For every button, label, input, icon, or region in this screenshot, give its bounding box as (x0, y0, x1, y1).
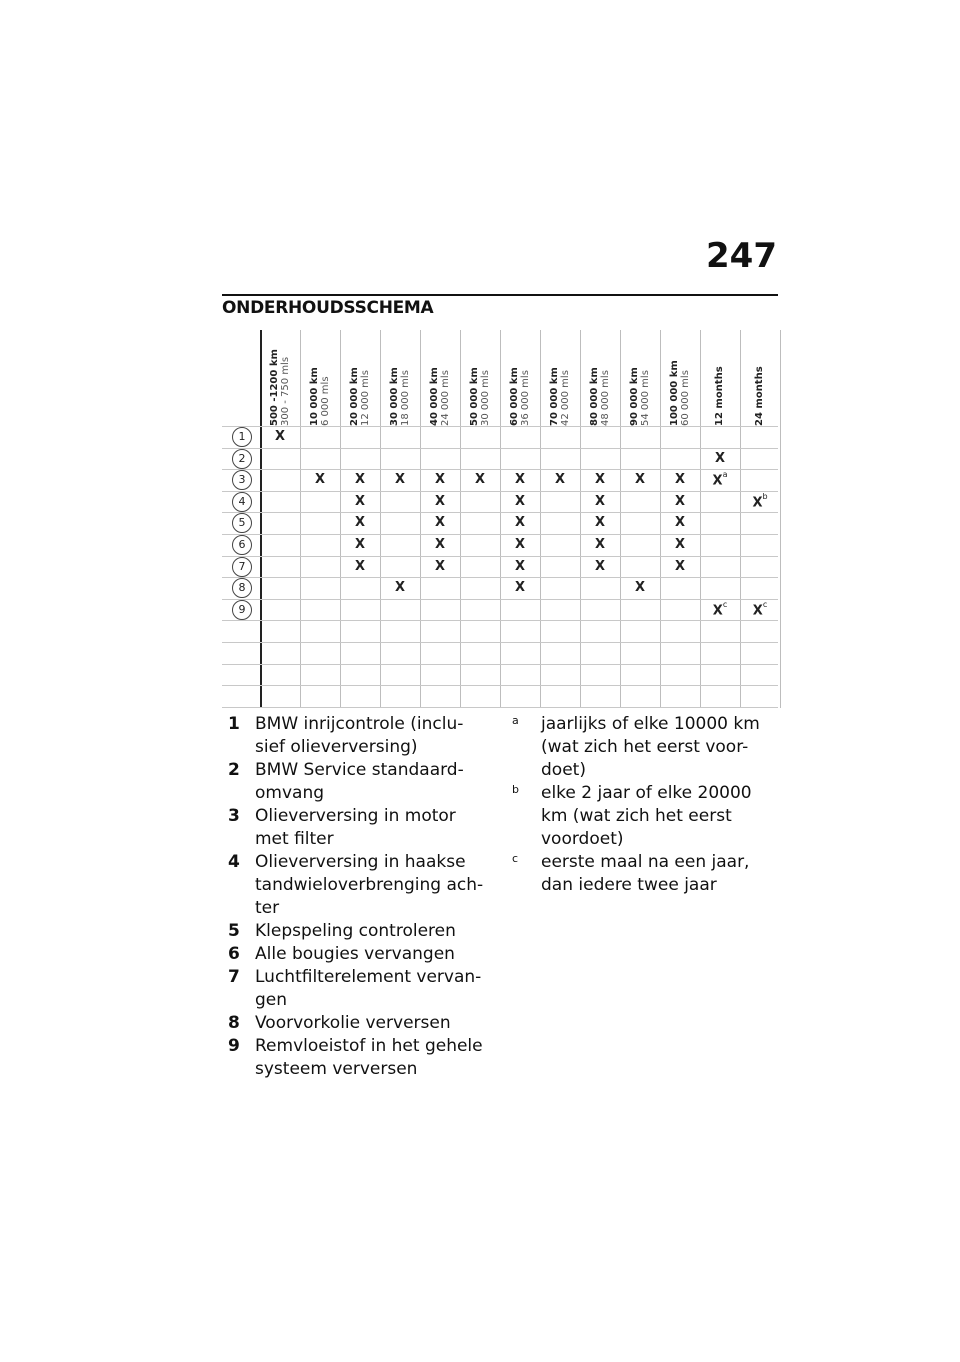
maintenance-mark: X (434, 515, 446, 531)
legend-item (228, 943, 488, 966)
maintenance-mark: X (594, 537, 606, 552)
row-divider (222, 426, 778, 427)
maintenance-mark: X (514, 493, 526, 509)
column-header-mls: 18 000 mls (400, 370, 411, 426)
column-header-km: 10 000 km (309, 367, 320, 426)
column-divider (460, 330, 461, 708)
page-number: 247 (706, 236, 777, 276)
column-header-mls: 12 000 mls (360, 370, 371, 426)
maintenance-mark: X (434, 493, 446, 509)
mark-footnote-ref: c (762, 599, 768, 609)
column-divider (620, 330, 621, 708)
column-header-mls: 48 000 mls (600, 370, 611, 426)
legend-text: Olieverversing in haakse tandwieloverbrenging ach-ter (255, 852, 484, 918)
column-header-km: 70 000 km (549, 367, 560, 426)
column-header-km: 100 000 km (669, 360, 680, 426)
maintenance-mark: X (434, 537, 446, 552)
maintenance-mark: X (594, 515, 606, 531)
row-divider (222, 577, 778, 578)
maintenance-mark: X (594, 493, 606, 509)
legend-number: 2 (228, 760, 240, 780)
title-rule (222, 294, 778, 296)
legend-item (228, 966, 488, 1012)
legend-item (228, 805, 488, 851)
maintenance-mark: X (674, 537, 686, 552)
row-divider (222, 512, 778, 513)
legend-text: BMW inrijcontrole (inclu-sief olieverversing) (255, 714, 464, 757)
column-header (749, 366, 771, 426)
row-number-circle: 6 (232, 535, 252, 555)
column-header (669, 360, 691, 426)
legend-text: Voorvorkolie verversen (255, 1013, 451, 1033)
column-divider (700, 330, 701, 708)
row-number-circle: 7 (232, 557, 252, 577)
column-header (509, 367, 531, 426)
maintenance-mark: X (674, 515, 686, 531)
legend-number: 5 (228, 921, 240, 941)
column-header (629, 367, 651, 426)
row-divider (222, 491, 778, 492)
legend-number: 7 (228, 967, 240, 987)
column-header-km: 24 months (754, 366, 765, 426)
maintenance-mark: X (514, 558, 526, 574)
row-number-circle: 2 (232, 449, 252, 469)
maintenance-mark: X (634, 580, 646, 596)
maintenance-mark: X (634, 472, 646, 488)
row-number-circle: 5 (232, 513, 252, 533)
column-divider (740, 330, 741, 708)
footnote-key: b (512, 783, 519, 796)
column-header (589, 367, 611, 426)
legend-item (228, 851, 488, 920)
row-divider (222, 707, 778, 708)
footnote-key: a (512, 714, 519, 727)
maintenance-mark: X (394, 580, 406, 596)
column-header (269, 349, 291, 426)
row-divider (222, 642, 778, 643)
row-divider (222, 556, 778, 557)
column-divider (580, 330, 581, 708)
maintenance-mark: X (514, 580, 526, 596)
column-header-mls: 42 000 mls (560, 370, 571, 426)
legend-text: BMW Service standaard-omvang (255, 760, 464, 803)
row-number-circle: 8 (232, 578, 252, 598)
legend-text: Remvloeistof in het gehele systeem verversen (255, 1036, 483, 1079)
section-title: ONDERHOUDSSCHEMA (222, 298, 434, 318)
column-header-mls: 300 - 750 mls (280, 356, 291, 426)
column-header (349, 367, 371, 426)
maintenance-mark: X (354, 515, 366, 531)
legend-number: 4 (228, 852, 240, 872)
column-header-km: 80 000 km (589, 367, 600, 426)
maintenance-mark: X (274, 429, 286, 444)
legend-number: 1 (228, 714, 240, 734)
legend-number: 8 (228, 1013, 240, 1033)
column-header-km: 90 000 km (629, 367, 640, 426)
maintenance-mark: X (594, 472, 606, 488)
legend-text: Klepspeling controleren (255, 921, 456, 941)
footnote-text: jaarlijks of elke 10000 km (wat zich het eerst voor-doet) (541, 714, 760, 780)
row-divider (222, 469, 778, 470)
legend-item (228, 1035, 488, 1081)
row-number-circle: 1 (232, 427, 252, 447)
footnote-item (512, 782, 782, 851)
column-header-mls: 30 000 mls (480, 370, 491, 426)
column-header-mls: 36 000 mls (520, 370, 531, 426)
column-header-km: 60 000 km (509, 367, 520, 426)
column-header-mls: 60 000 mls (680, 370, 691, 426)
legend-item (228, 920, 488, 943)
column-header-km: 40 000 km (429, 367, 440, 426)
row-divider (222, 620, 778, 621)
maintenance-mark: X (674, 558, 686, 574)
column-header (309, 367, 331, 426)
column-header-km: 12 months (714, 366, 725, 426)
maintenance-mark: $X^c$ (712, 599, 728, 619)
row-divider (222, 599, 778, 600)
footnote-list (512, 713, 782, 897)
maintenance-mark: X (314, 472, 326, 488)
mark-footnote-ref: b (762, 491, 768, 501)
maintenance-mark: X (474, 472, 486, 488)
maintenance-mark: X (514, 515, 526, 531)
maintenance-mark: X (554, 472, 566, 488)
column-divider (260, 330, 262, 708)
column-header (709, 366, 731, 426)
column-header (389, 367, 411, 426)
maintenance-mark: $X^c$ (752, 599, 768, 619)
row-number-circle: 9 (232, 600, 252, 620)
column-divider (780, 330, 781, 708)
mark-footnote-ref: c (722, 599, 728, 609)
column-header (469, 367, 491, 426)
column-header-mls: 6 000 mls (320, 376, 331, 426)
footnote-item (512, 851, 782, 897)
maintenance-mark: X (674, 493, 686, 509)
maintenance-mark: X (514, 537, 526, 552)
row-divider (222, 448, 778, 449)
maintenance-mark: X (354, 472, 366, 488)
legend-text: Luchtfilterelement vervan-gen (255, 967, 482, 1010)
column-header (429, 367, 451, 426)
maintenance-mark: X (594, 558, 606, 574)
maintenance-mark: X (714, 450, 726, 466)
legend-item (228, 1012, 488, 1035)
column-divider (660, 330, 661, 708)
column-divider (500, 330, 501, 708)
footnote-item (512, 713, 782, 782)
column-header-km: 50 000 km (469, 367, 480, 426)
legend-text: Olieverversing in motor met filter (255, 806, 456, 849)
row-number-circle: 3 (232, 470, 252, 490)
legend-number: 9 (228, 1036, 240, 1056)
column-header (549, 367, 571, 426)
footnote-key: c (512, 852, 519, 865)
legend-list (228, 713, 488, 1081)
row-divider (222, 685, 778, 686)
column-header-km: 30 000 km (389, 367, 400, 426)
maintenance-mark: X (354, 493, 366, 509)
footnote-text: eerste maal na een jaar, dan iedere twee jaar (541, 852, 750, 895)
legend-number: 6 (228, 944, 240, 964)
footnote-text: elke 2 jaar of elke 20000 km (wat zich het eerst voordoet) (541, 783, 752, 849)
legend-item (228, 713, 488, 759)
maintenance-mark: $X^b$ (752, 491, 768, 511)
column-header-mls: 54 000 mls (640, 370, 651, 426)
maintenance-mark: X (354, 537, 366, 552)
column-divider (420, 330, 421, 708)
column-divider (340, 330, 341, 708)
row-divider (222, 534, 778, 535)
maintenance-mark: X (514, 472, 526, 488)
maintenance-mark: X (354, 558, 366, 574)
column-divider (540, 330, 541, 708)
legend-item (228, 759, 488, 805)
column-header-km: 20 000 km (349, 367, 360, 426)
column-header-km: 500 -1200 km (269, 349, 280, 426)
maintenance-mark: X (394, 472, 406, 488)
maintenance-mark: $X^a$ (712, 470, 728, 489)
column-divider (300, 330, 301, 708)
maintenance-mark: X (674, 472, 686, 488)
row-divider (222, 664, 778, 665)
legend-number: 3 (228, 806, 240, 826)
column-header-mls: 24 000 mls (440, 370, 451, 426)
legend-text: Alle bougies vervangen (255, 944, 455, 964)
column-divider (380, 330, 381, 708)
maintenance-mark: X (434, 558, 446, 574)
maintenance-schedule-table (222, 330, 778, 708)
maintenance-mark: X (434, 472, 446, 488)
mark-footnote-ref: a (722, 470, 728, 480)
row-number-circle: 4 (232, 492, 252, 512)
